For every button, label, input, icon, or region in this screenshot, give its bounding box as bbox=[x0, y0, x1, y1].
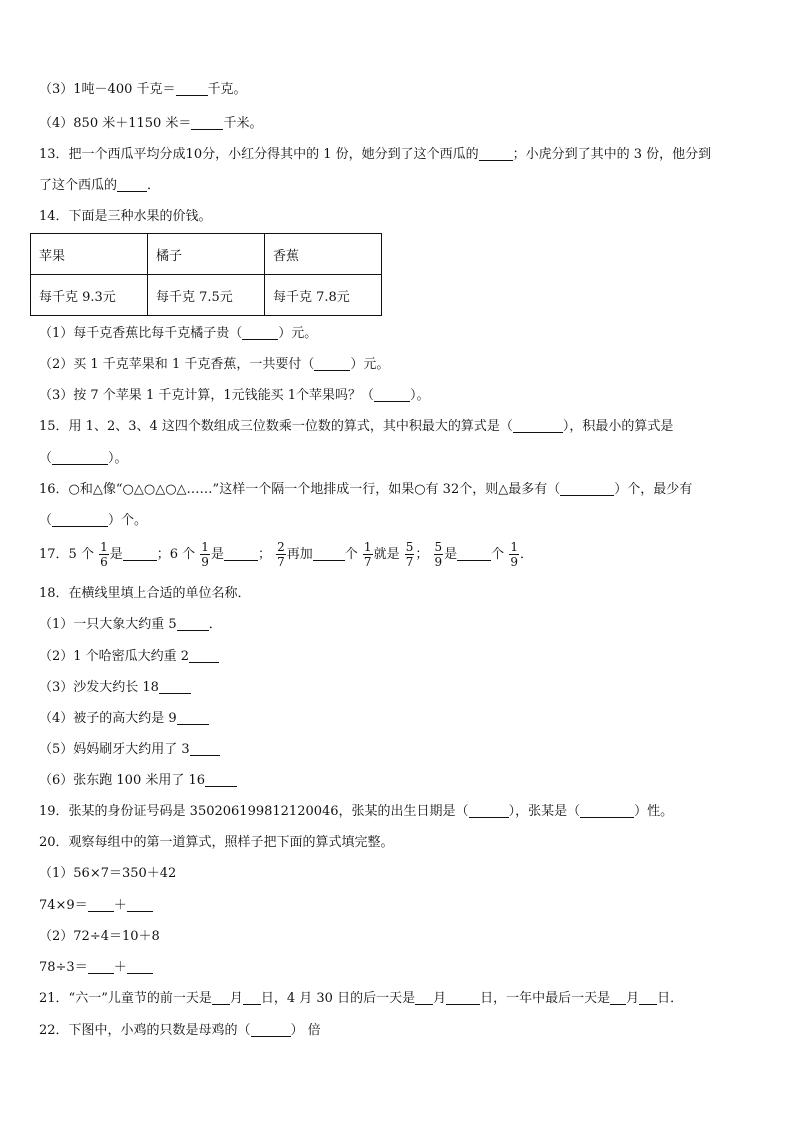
q20-group1-example: （1）56×7＝350＋42 bbox=[39, 866, 177, 881]
answer-blank[interactable] bbox=[88, 897, 114, 912]
answer-blank[interactable] bbox=[479, 146, 513, 161]
answer-blank[interactable] bbox=[251, 1022, 291, 1037]
table-header-row bbox=[31, 234, 382, 275]
answer-blank[interactable] bbox=[243, 990, 261, 1005]
table-cell: 每千克 7.8元 bbox=[265, 275, 382, 316]
q12-item4: （4）850 米＋1150 米＝ 千米。 bbox=[39, 116, 263, 131]
table-row bbox=[31, 275, 382, 316]
answer-blank[interactable] bbox=[52, 450, 108, 465]
q17-line: 17．5 个 $\frac{1}{6}$ 是 ；6 个 $\frac{1}{9}$ 是 ； $\frac{2}{7}$ 再加 个 $\frac{1}{7}$ 就是 $\frac{5}{7}$ ； $\frac{5}{9}$ 是 个 $\frac{1}{9}$ ． bbox=[39, 540, 533, 569]
answer-blank[interactable] bbox=[123, 546, 157, 561]
q18-item: （3）沙发大约长 18 bbox=[39, 679, 191, 697]
answer-blank[interactable] bbox=[580, 803, 634, 818]
answer-blank[interactable] bbox=[314, 356, 350, 371]
answer-blank[interactable] bbox=[560, 481, 614, 496]
answer-blank[interactable] bbox=[610, 990, 626, 1005]
fraction: $\frac{1}{9}$ bbox=[510, 540, 518, 569]
q14-sub1: （1）每千克香蕉比每千克橘子贵（ ）元。 bbox=[39, 326, 318, 341]
q18-title: 18．在横线里填上合适的单位名称． bbox=[39, 586, 251, 601]
answer-blank[interactable] bbox=[191, 115, 223, 130]
fraction: $\frac{1}{9}$ bbox=[201, 540, 209, 569]
fraction: $\frac{2}{7}$ bbox=[277, 540, 285, 569]
answer-blank[interactable] bbox=[224, 546, 258, 561]
answer-blank[interactable] bbox=[513, 418, 563, 433]
q15-line1: 15．用 1、2、3、4 这四个数组成三位数乘一位数的算式，其中积最大的算式是（ ），积最小的算式是 bbox=[39, 419, 674, 434]
table-cell: 香蕉 bbox=[265, 234, 382, 275]
answer-blank[interactable] bbox=[177, 616, 209, 631]
q19-line: 19．张某的身份证号码是 350206199812120046，张某的出生日期是（ ），张某是（ ）性。 bbox=[39, 804, 674, 819]
q16-line2: （ ）个。 bbox=[39, 513, 148, 528]
fruit-price-table bbox=[30, 233, 382, 316]
table-cell: 每千克 9.3元 bbox=[31, 275, 148, 316]
q18-item: （4）被子的高大约是 9 bbox=[39, 710, 209, 728]
fraction: $\frac{5}{9}$ bbox=[434, 540, 443, 569]
answer-blank[interactable] bbox=[190, 741, 220, 756]
q18-item: （5）妈妈刷牙大约用了 3 bbox=[39, 741, 220, 759]
answer-blank[interactable] bbox=[189, 648, 219, 663]
q13-line1: 13．把一个西瓜平均分成10分，小红分得其中的 1 份，她分到了这个西瓜的 ；小虎分到了其中的 3 份，他分到 bbox=[39, 147, 712, 162]
answer-blank[interactable] bbox=[374, 387, 410, 402]
answer-blank[interactable] bbox=[159, 679, 191, 694]
q18-item: （6）张东跑 100 米用了 16 bbox=[39, 772, 237, 790]
fraction: $\frac{1}{6}$ bbox=[100, 540, 108, 569]
q12-item3: （3）1吨－400 千克＝ 千克。 bbox=[39, 82, 247, 97]
answer-blank[interactable] bbox=[212, 990, 230, 1005]
table-cell: 橘子 bbox=[148, 234, 265, 275]
answer-blank[interactable] bbox=[313, 546, 345, 561]
answer-blank[interactable] bbox=[52, 512, 108, 527]
answer-blank[interactable] bbox=[415, 990, 433, 1005]
answer-blank[interactable] bbox=[127, 959, 153, 974]
answer-blank[interactable] bbox=[639, 990, 657, 1005]
answer-blank[interactable] bbox=[127, 897, 153, 912]
answer-blank[interactable] bbox=[469, 803, 509, 818]
q14-title: 14．下面是三种水果的价钱。 bbox=[39, 209, 212, 224]
table-cell: 每千克 7.5元 bbox=[148, 275, 265, 316]
q20-group1-task: 74×9＝ ＋ bbox=[39, 897, 153, 915]
table-cell: 苹果 bbox=[31, 234, 148, 275]
q18-item: （2）1 个哈密瓜大约重 2 bbox=[39, 648, 219, 666]
q20-title: 20．观察每组中的第一道算式，照样子把下面的算式填完整。 bbox=[39, 835, 394, 850]
q21-line: 21．“六一”儿童节的前一天是 月 日，4 月 30 日的后一天是 月 日，一年中最后一天是 月 日． bbox=[39, 991, 684, 1006]
answer-blank[interactable] bbox=[176, 81, 208, 96]
q18-item: （1）一只大象大约重 5 ． bbox=[39, 617, 222, 632]
answer-blank[interactable] bbox=[117, 177, 147, 192]
q14-sub2: （2）买 1 千克苹果和 1 千克香蕉，一共要付（ ）元。 bbox=[39, 357, 390, 372]
q13-line2: 了这个西瓜的 ． bbox=[39, 178, 161, 193]
q22-line: 22．下图中，小鸡的只数是母鸡的（ ） 倍 bbox=[39, 1023, 321, 1038]
answer-blank[interactable] bbox=[177, 710, 209, 725]
fraction: $\frac{1}{7}$ bbox=[363, 540, 372, 569]
answer-blank[interactable] bbox=[88, 959, 114, 974]
q20-group2-example: （2）72÷4＝10＋8 bbox=[39, 929, 160, 944]
answer-blank[interactable] bbox=[242, 325, 278, 340]
fraction: $\frac{5}{7}$ bbox=[405, 540, 414, 569]
q16-line1: 16．○和△像“○△○△○△……”这样一个隔一个地排成一行，如果○有 32个，则△最多有（ ）个，最少有 bbox=[39, 482, 693, 497]
q15-line2: （ ）。 bbox=[39, 451, 128, 466]
answer-blank[interactable] bbox=[457, 546, 491, 561]
answer-blank[interactable] bbox=[205, 772, 237, 787]
answer-blank[interactable] bbox=[446, 990, 480, 1005]
q20-group2-task: 78÷3＝ ＋ bbox=[39, 959, 153, 977]
q14-sub3: （3）按 7 个苹果 1 千克计算，1元钱能买 1个苹果吗？（ ）。 bbox=[39, 388, 430, 403]
